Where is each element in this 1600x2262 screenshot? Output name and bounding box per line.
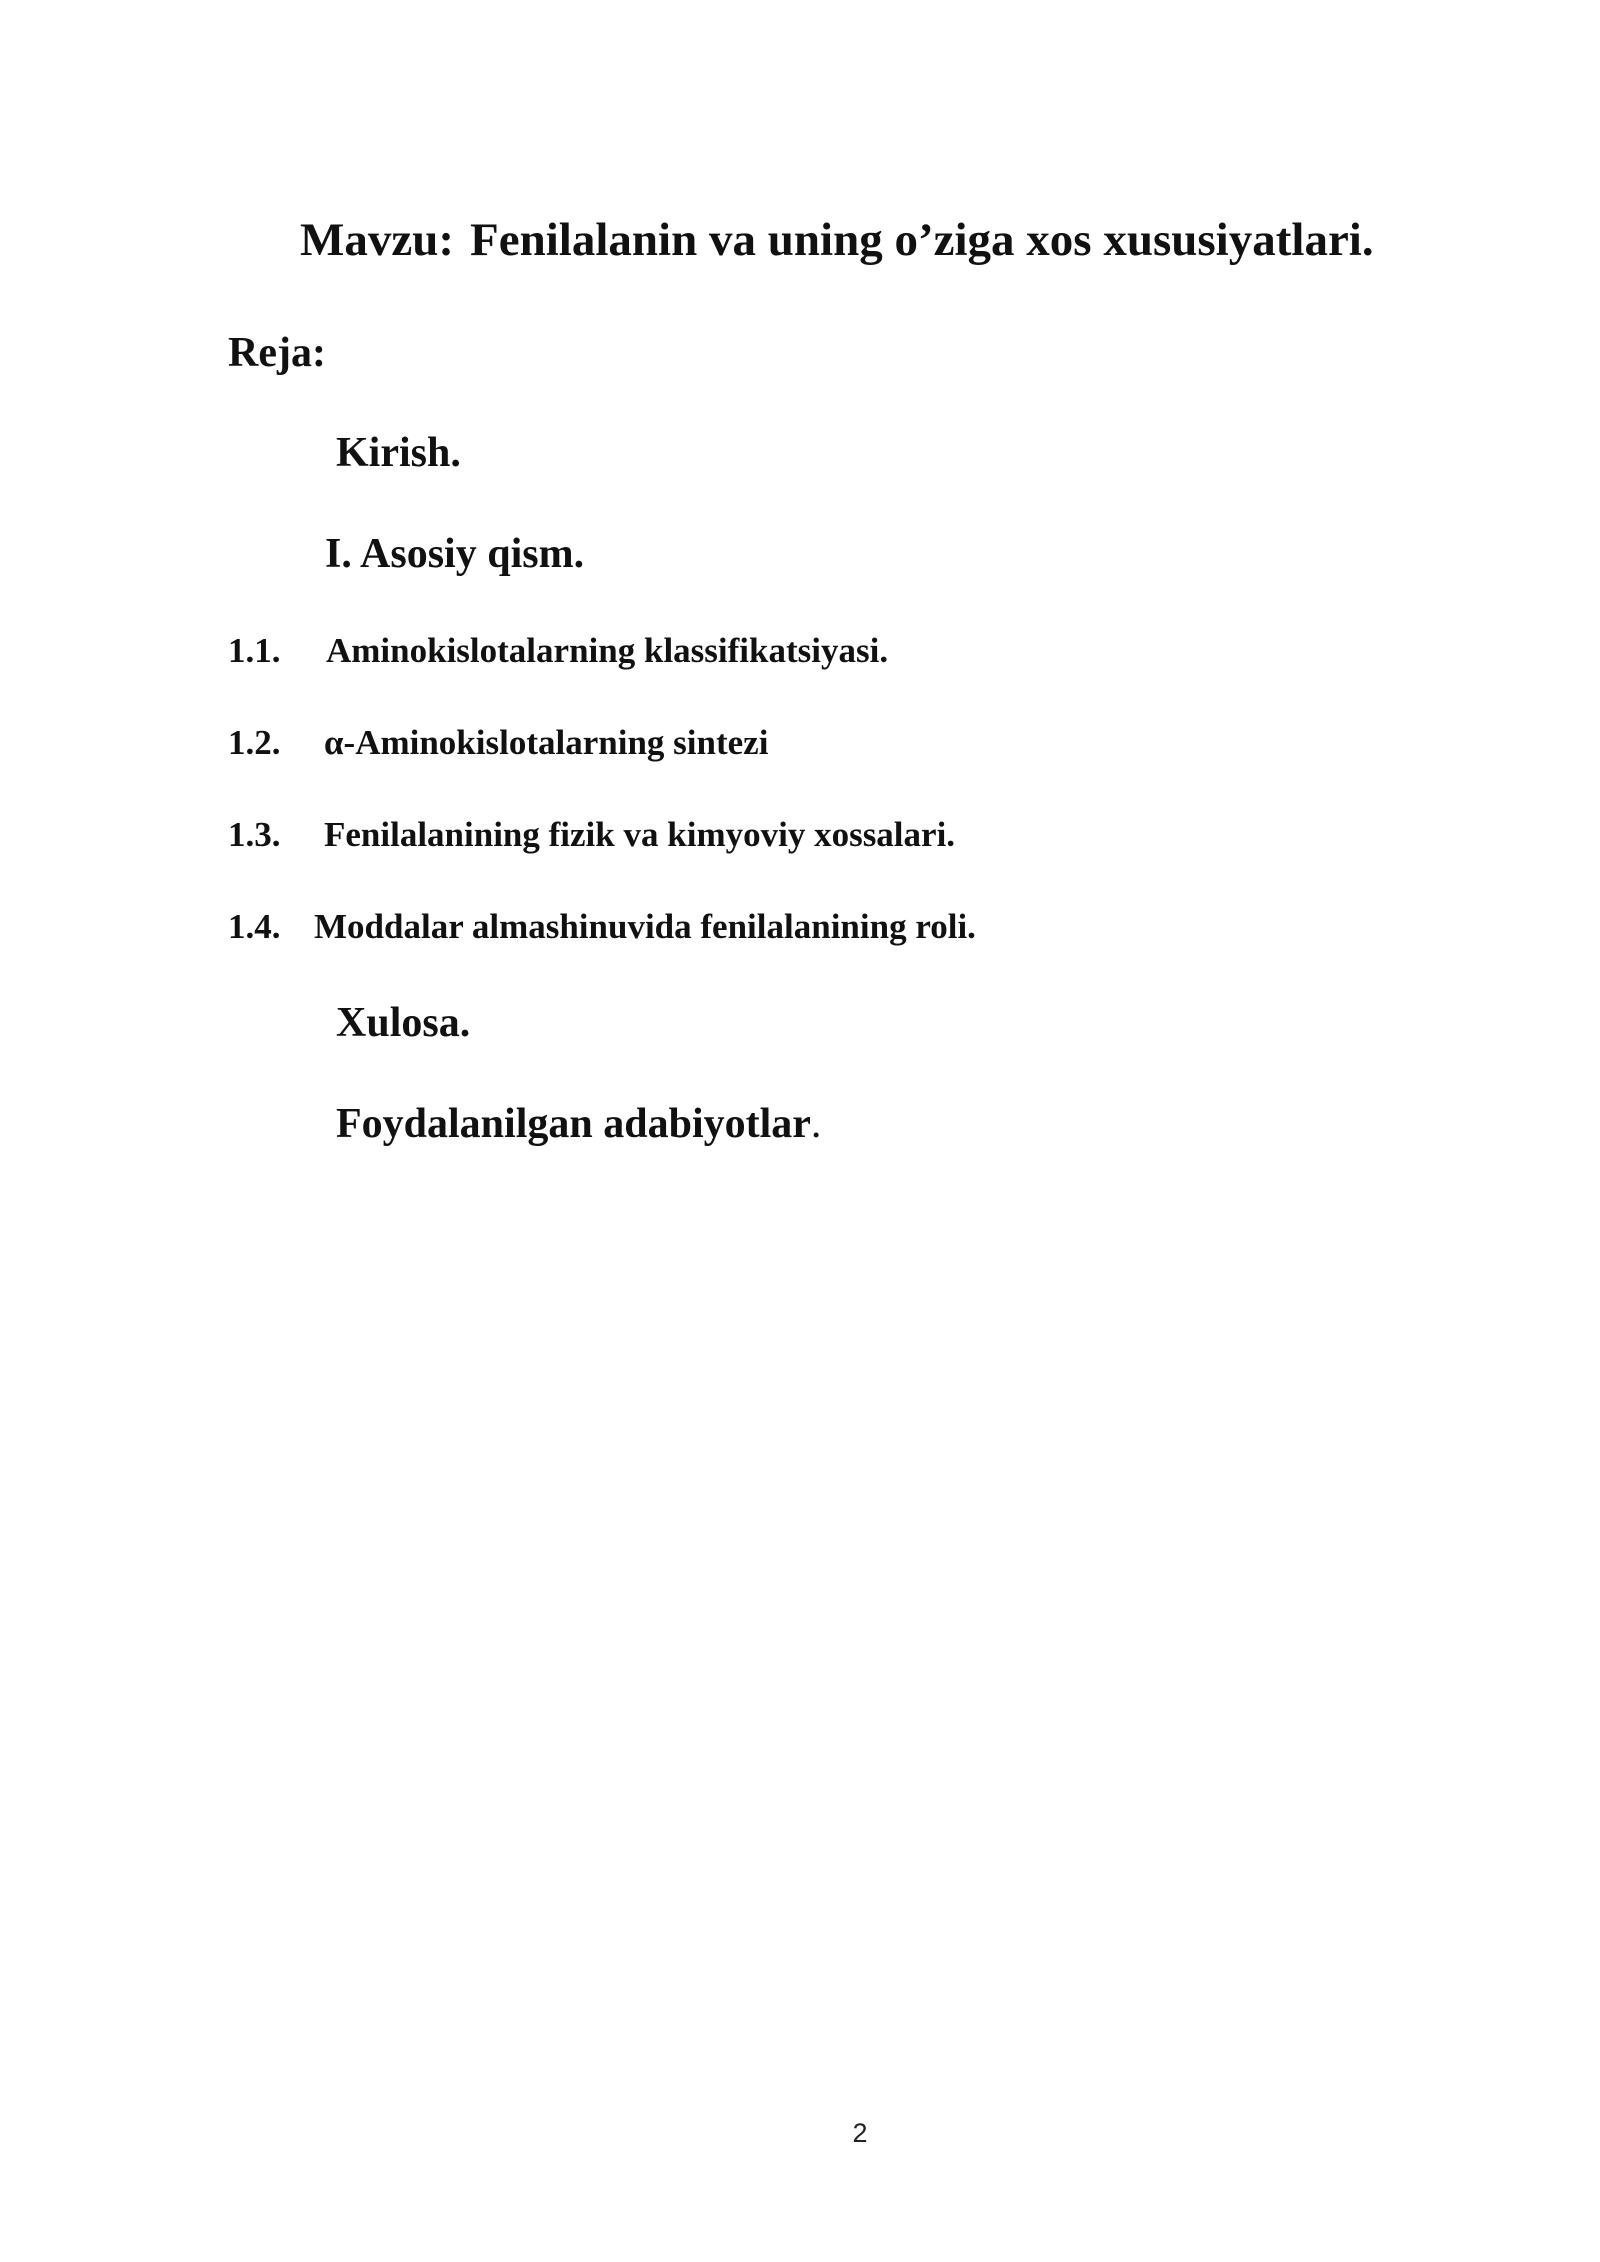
plan-subsection — [228, 814, 956, 856]
plan-subsection — [228, 906, 976, 948]
references-period: . — [810, 1101, 822, 1147]
subsection-number: 1.2. — [228, 723, 281, 762]
subsection-number: 1.4. — [228, 907, 281, 946]
subsection-text: Aminokislotalarning klassifikatsiyasi. — [326, 631, 889, 670]
references-text: Foydalanilgan adabiyotlar — [336, 1101, 811, 1147]
plan-subsection — [228, 630, 889, 672]
subsection-text: Fenilalanining fizik va kimyoviy xossalari. — [324, 815, 956, 854]
plan-item-conclusion: Xulosa. — [336, 1000, 471, 1046]
plan-subsection — [228, 722, 769, 764]
subsection-text: α-Aminokislotalarning sintezi — [324, 723, 769, 762]
title-label: Mavzu: — [300, 214, 455, 266]
subsection-number: 1.3. — [228, 815, 281, 854]
page-number: 2 — [852, 2118, 868, 2148]
subsection-number: 1.1. — [228, 631, 281, 670]
subsection-text: Moddalar almashinuvida fenilalanining roli. — [314, 907, 976, 946]
page-title — [300, 212, 1374, 268]
plan-item-main-part: I. Asosiy qism. — [325, 531, 585, 577]
plan-item-references — [336, 1099, 821, 1149]
plan-heading: Reja: — [228, 330, 326, 376]
plan-item-intro: Kirish. — [336, 430, 461, 476]
title-text: Fenilalanin va uning o’ziga xos xususiyatlari. — [470, 214, 1374, 266]
